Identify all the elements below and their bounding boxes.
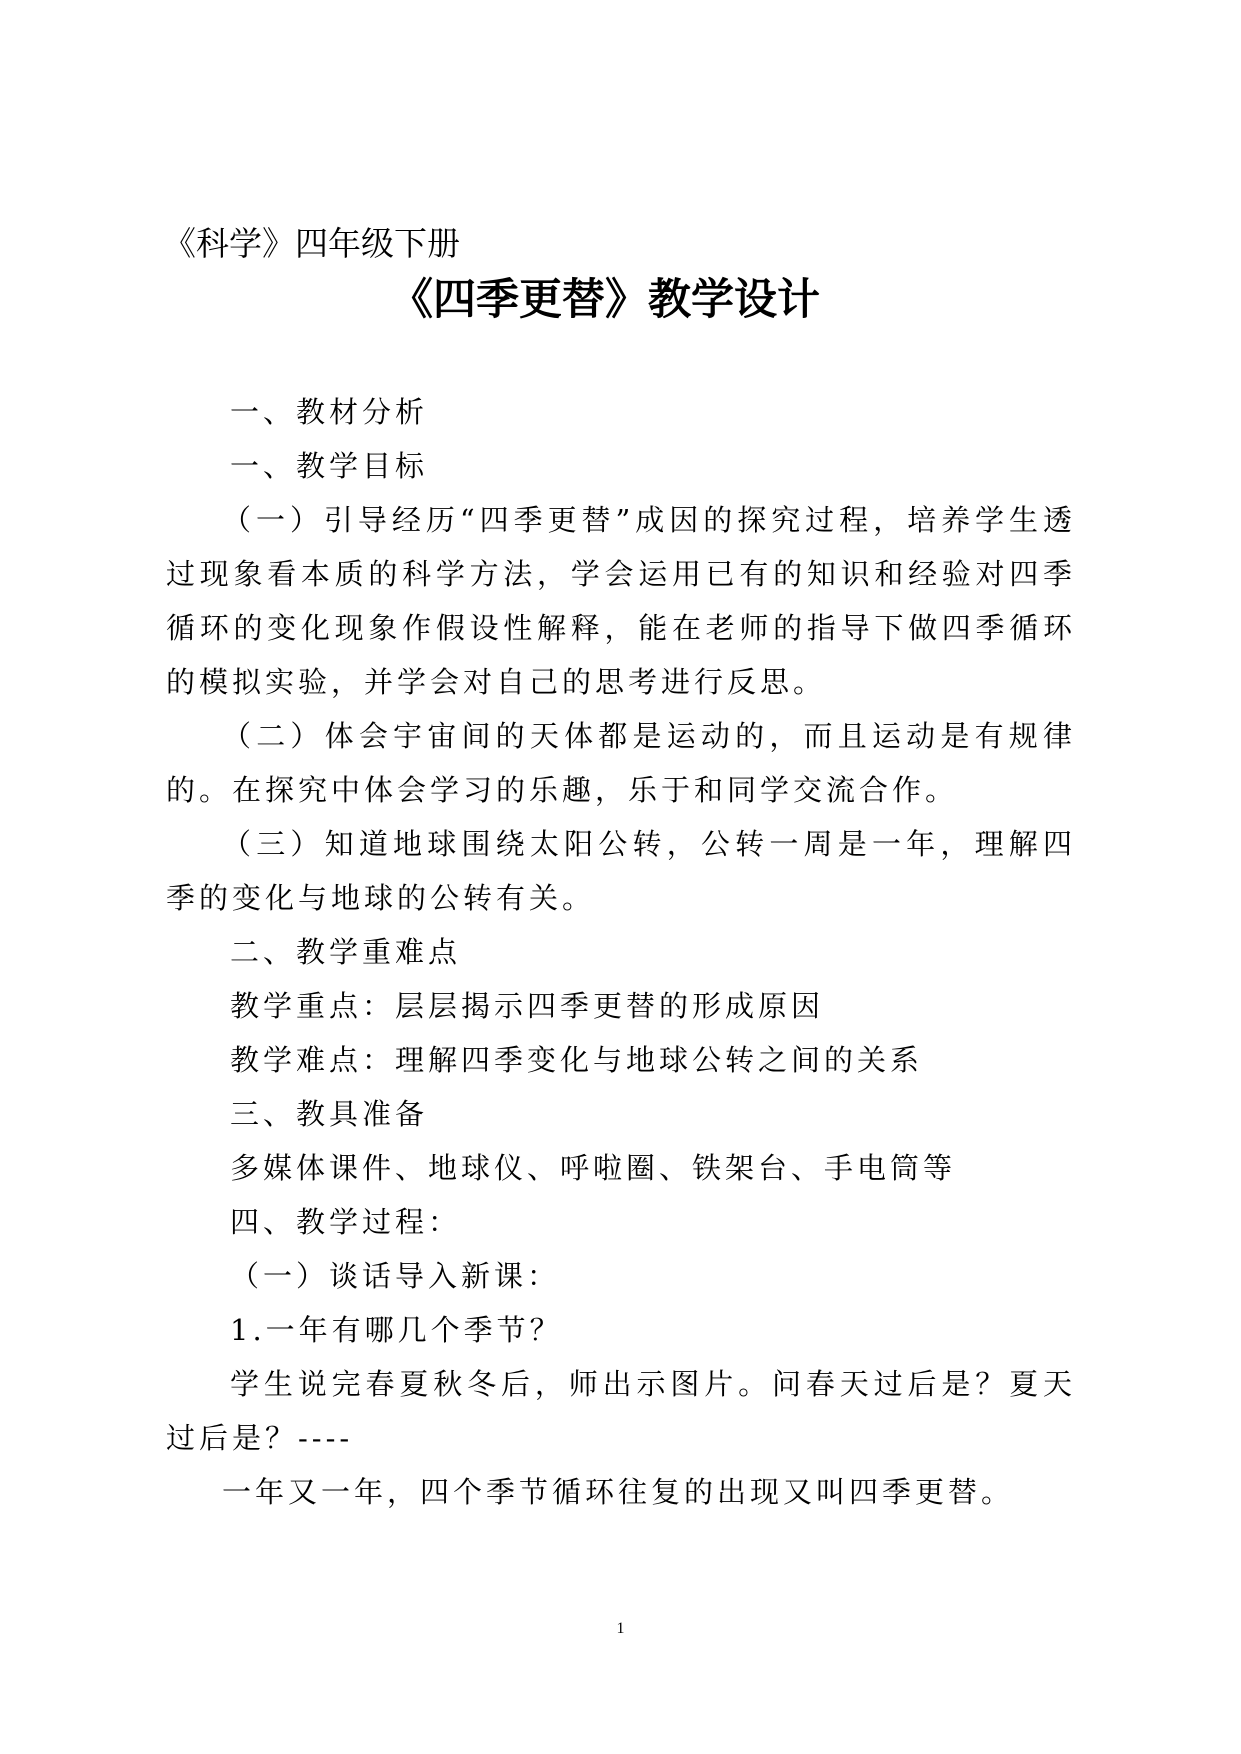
materials-list: 多媒体课件、地球仪、呼啦圈、铁架台、手电筒等 <box>230 1151 957 1185</box>
question-seasons: 1.一年有哪几个季节？ <box>230 1313 563 1347</box>
process-step-intro: （一）谈话导入新课： <box>230 1259 561 1293</box>
document-subtitle: 《科学》四年级下册 <box>163 224 460 263</box>
document-body <box>166 385 1076 1519</box>
key-point-text: 教学重点：层层揭示四季更替的形成原因 <box>230 989 825 1023</box>
closing-paragraph: 一年又一年，四个季节循环往复的出现又叫四季更替。 <box>222 1475 1015 1509</box>
objective-paragraph-2: （二）体会宇宙间的天体都是运动的，而且运动是有规律的。在探究中体会学习的乐趣，乐于和同学交流合作。 <box>166 719 1076 807</box>
section-heading-objectives: 一、教学目标 <box>230 449 429 483</box>
objective-paragraph-1: （一）引导经历“四季更替”成因的探究过程，培养学生透过现象看本质的科学方法，学会运用已有的知识和经验对四季循环的变化现象作假设性解释，能在老师的指导下做四季循环的模拟实验，并学会对自己的思考进行反思。 <box>166 503 1076 699</box>
section-heading-materials-prep: 三、教具准备 <box>230 1097 429 1131</box>
page-number: 1 <box>616 1620 625 1637</box>
section-heading-key-points: 二、教学重难点 <box>230 935 462 969</box>
student-response-paragraph: 学生说完春夏秋冬后，师出示图片。问春天过后是？夏天过后是？---- <box>166 1367 1076 1455</box>
objective-paragraph-3: （三）知道地球围绕太阳公转，公转一周是一年，理解四季的变化与地球的公转有关。 <box>166 827 1076 915</box>
difficult-point-text: 教学难点：理解四季变化与地球公转之间的关系 <box>230 1043 924 1077</box>
section-heading-process: 四、教学过程： <box>230 1205 462 1239</box>
document-title: 《四季更替》教学设计 <box>390 275 820 325</box>
section-heading-materials: 一、教材分析 <box>230 395 429 429</box>
